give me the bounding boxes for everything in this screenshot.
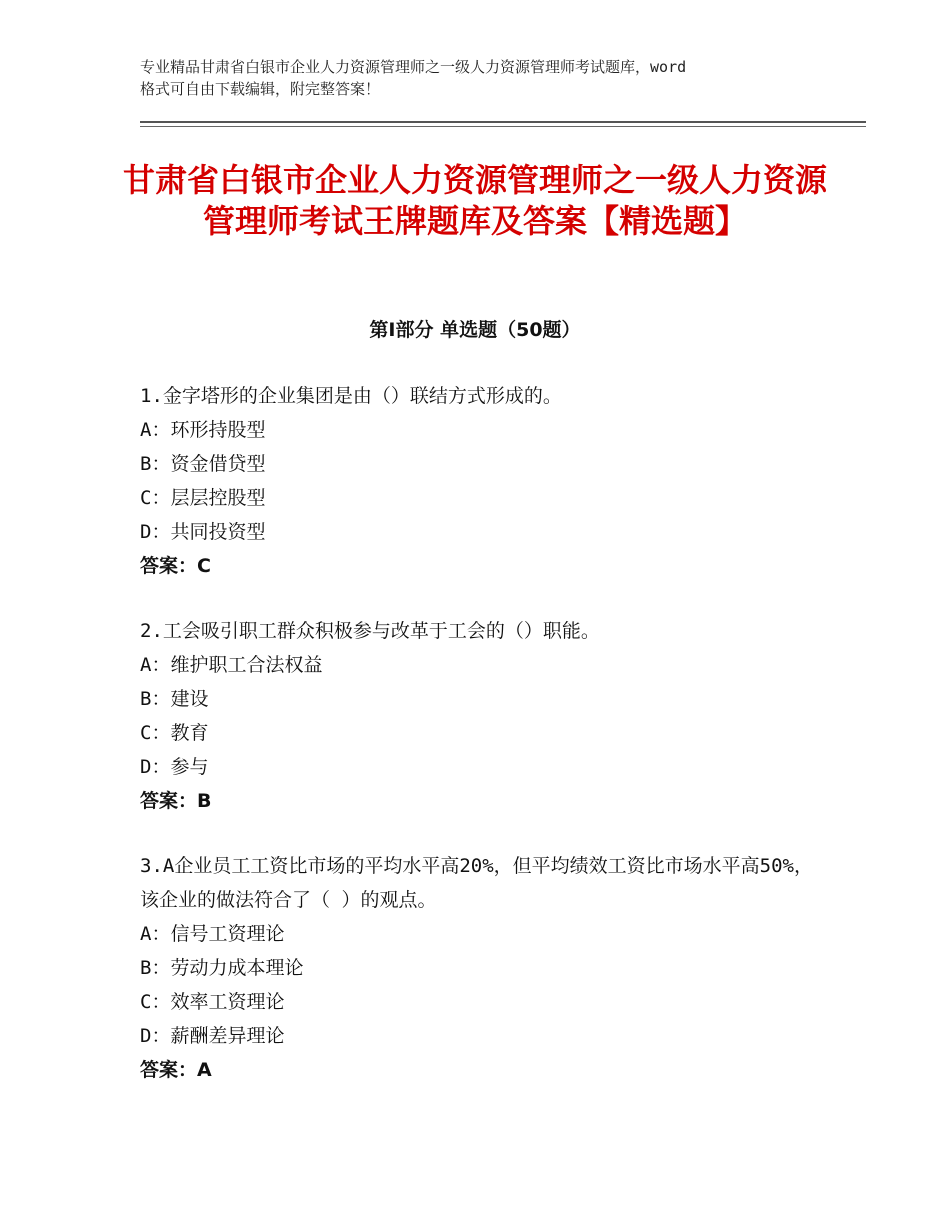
- question-stem: 2.工会吸引职工群众积极参与改革于工会的（）职能。: [140, 620, 600, 642]
- option-c: C：层层控股型: [140, 487, 266, 509]
- header-divider-thin: [140, 126, 866, 127]
- header-divider-thick: [140, 121, 866, 123]
- header-note-line-1: 专业精品甘肃省白银市企业人力资源管理师之一级人力资源管理师考试题库，word: [140, 58, 687, 76]
- option-a: A：环形持股型: [140, 419, 266, 441]
- question-list: [140, 379, 820, 1118]
- option-d: D：参与: [140, 756, 209, 778]
- answer: 答案：B: [140, 790, 212, 812]
- option-b: B：资金借贷型: [140, 453, 266, 475]
- document-title: 甘肃省白银市企业人力资源管理师之一级人力资源管理师考试王牌题库及答案【精选题】: [122, 161, 827, 240]
- header-note-line-2: 格式可自由下载编辑，附完整答案！: [140, 80, 381, 98]
- option-d: D：共同投资型: [140, 521, 266, 543]
- section-heading: 第Ⅰ部分 单选题（50题）: [369, 319, 581, 341]
- question-1: [140, 379, 820, 583]
- option-a: A：维护职工合法权益: [140, 654, 323, 676]
- question-stem: 3.A企业员工工资比市场的平均水平高20%，但平均绩效工资比市场水平高50%，该企业的做法符合了（ ）的观点。: [140, 855, 813, 911]
- option-b: B：建设: [140, 688, 209, 710]
- question-2: [140, 614, 820, 818]
- header-note: [140, 56, 830, 100]
- option-b: B：劳动力成本理论: [140, 957, 304, 979]
- question-stem: 1.金字塔形的企业集团是由（）联结方式形成的。: [140, 385, 562, 407]
- option-d: D：薪酬差异理论: [140, 1025, 285, 1047]
- option-c: C：教育: [140, 722, 209, 744]
- question-3: [140, 849, 820, 1087]
- answer: 答案：A: [140, 1059, 212, 1081]
- answer: 答案：C: [140, 555, 211, 577]
- option-a: A：信号工资理论: [140, 923, 285, 945]
- option-c: C：效率工资理论: [140, 991, 285, 1013]
